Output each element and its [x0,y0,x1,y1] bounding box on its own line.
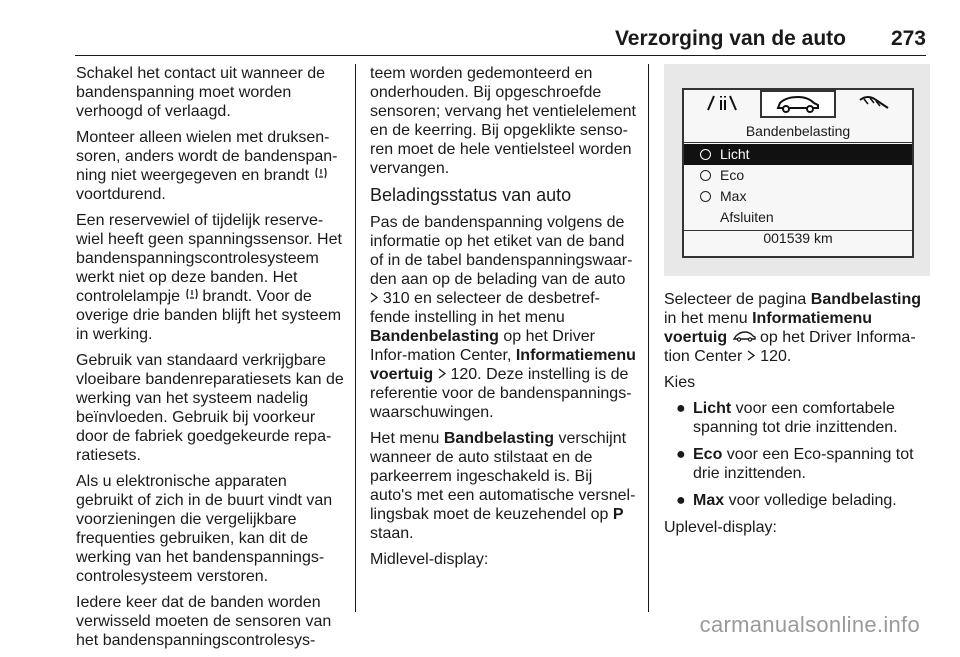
page-reference[interactable]: 120 [450,366,478,383]
paragraph: Kies [664,374,696,391]
page-reference[interactable]: 310 [382,290,410,307]
option-list [664,399,930,510]
column-1 [76,64,346,657]
watermark: carmanualsonline.info [699,612,920,637]
paragraph: Als u elektronische apparaten gebruikt of zich in de buurt vindt van voorzieningen die vergelijkbare frequenties gebruiken, kan dit de werking van het bandenspannings-controlesysteem verstoren. [76,473,333,585]
section-heading: Beladingsstatus van auto [370,185,572,205]
paragraph: Selecteer de pagina Bandbelasting in het menu Informatiemenu voertuig op het Driver Informa-tion Center 120. [664,291,922,365]
paragraph: teem worden gedemonteerd en onderhouden. Bij opgeschroefde sensoren; vervang het ventielelement en de keerring. Bij opgeklikte senso-ren moet de hele ventielsteel worden vervangen. [370,65,636,177]
page-header [0,0,960,52]
radio-icon [700,191,711,202]
paragraph: Schakel het contact uit wanneer de bandenspanning moet worden verhoogd of verlaagd. [76,65,326,120]
info-tab-icon [702,90,742,116]
paragraph: Gebruik van standaard verkrijgbare vloeibare bandenreparatiesets kan de werking van het systeem nadelig beïnvloeden. Gebruik bij voorkeur door de fabriek goedgekeurde repa-ratiesets. [76,352,344,464]
paragraph: Monteer alleen wielen met druksen-soren, anders wordt de bandenspan-ning niet weergegeven en brandt voortdurend. [76,129,338,203]
display-screen [682,88,914,258]
display-option-eco: Eco [684,165,912,186]
reference-arrow-icon [370,290,383,306]
display-option-exit: Afsluiten [720,209,774,225]
column-2 [370,64,636,576]
reference-arrow-icon [438,366,451,382]
paragraph: Het menu Bandbelasting verschijnt wanneer de auto stilstaat en de parkeerrem ingeschakeld is. Bij auto's met een automatische versnel-lingsbak moet de keuzehendel op P staan. [370,430,636,542]
road-tab-icon [854,90,894,116]
display-separator [684,142,912,143]
bullet-icon: ● [676,492,686,509]
column-divider [355,64,356,612]
tpms-warning-icon [314,167,328,183]
paragraph: Pas de bandenspanning volgens de informatie op het etiket van de band of in de tabel bandenspanningswaar-den aan op de belading van de auto 310 en selecteer de desbetref-fende instelling in het menu Bandenbelasting op het Driver Infor-mation Center, Informatiemenu voertuig 120. Deze instelling is de referentie voor de bandenspannings-waarschuwingen. [370,214,636,421]
tpms-warning-icon [185,288,203,304]
bullet-icon: ● [676,400,686,417]
column-divider [648,64,649,612]
car-menu-icon [732,329,760,346]
midlevel-display-illustration [664,64,930,276]
display-title: Bandenbelasting [745,123,851,139]
column-3 [664,64,930,544]
paragraph: Een reservewiel of tijdelijk reserve-wiel heeft geen spanningssensor. Het bandenspanningscontrolesysteem werkt niet op deze banden. Het controlelampje brandt. Voor de overige drie banden blijft het systeem in werking. [76,212,342,343]
display-tabs [684,90,912,118]
reference-arrow-icon [747,348,760,365]
bullet-icon: ● [676,446,686,463]
page-title: Verzorging van de auto [614,27,846,50]
list-item: ● Eco voor een Eco-spanning tot drie inzittenden. [676,446,914,482]
list-item: ● Max voor volledige belading. [676,492,897,509]
display-option-licht: Licht [684,144,912,165]
list-item: ● Licht voor een comfortabele spanning tot drie inzittenden. [676,400,898,436]
car-tab-icon [760,90,836,118]
radio-icon [700,170,711,181]
paragraph: Midlevel-display: [370,551,489,568]
paragraph: Uplevel-display: [664,519,777,536]
page-number: 273 [890,27,926,50]
radio-icon [700,149,711,160]
paragraph: Iedere keer dat de banden worden verwisseld moeten de sensoren van het bandenspanningscontrolesys- [76,594,332,649]
header-rule [75,55,926,56]
page-reference[interactable]: 120 [760,348,787,365]
display-option-max: Max [684,186,912,207]
odometer: 001539 km [763,230,833,246]
